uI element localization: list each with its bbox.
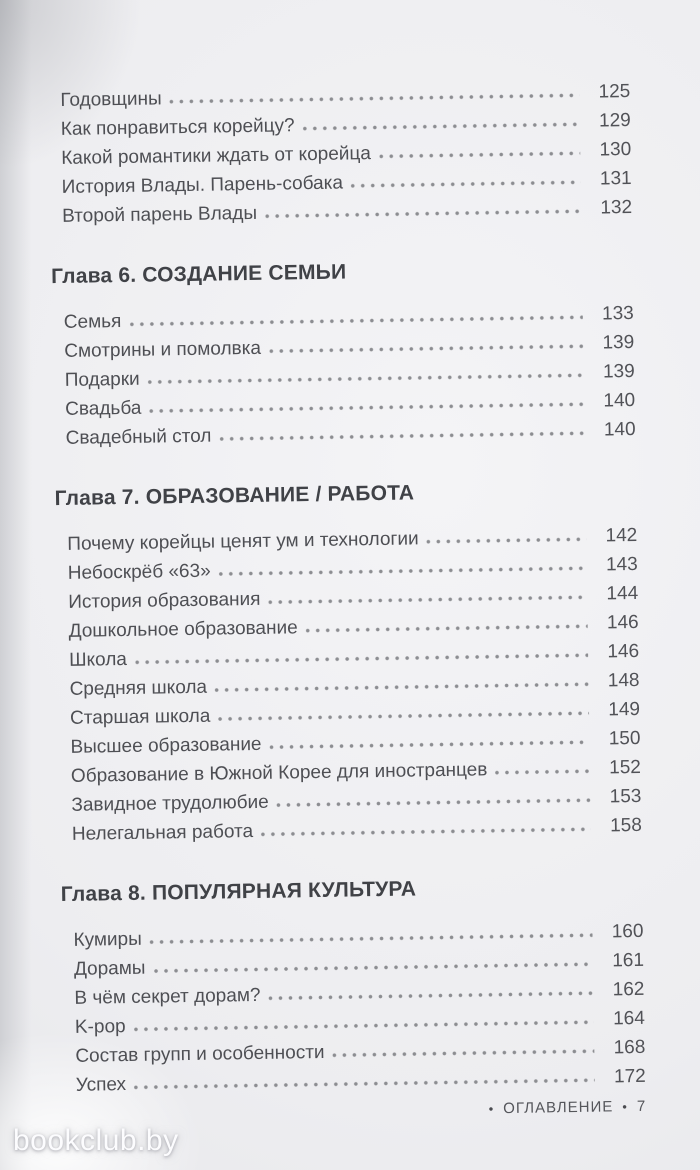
toc-entry-title: Состав групп и особенности xyxy=(75,1041,325,1067)
toc-entry-title: Свадебный стол xyxy=(65,425,212,449)
toc-entry-title: Подарки xyxy=(64,368,140,391)
toc-entry-page: 140 xyxy=(603,389,636,412)
dot-leader xyxy=(149,402,584,414)
dot-leader xyxy=(270,740,590,750)
dot-leader xyxy=(268,595,587,605)
toc-entry-page: 143 xyxy=(605,553,638,576)
dot-leader xyxy=(154,962,594,974)
toc-entry-page: 152 xyxy=(609,756,642,779)
toc-entry-page: 139 xyxy=(602,360,635,383)
toc-entry-title: Небоскрёб «63» xyxy=(67,560,211,584)
dot-leader xyxy=(135,653,588,665)
toc-entry-page: 161 xyxy=(612,949,645,972)
toc-entry-page: 172 xyxy=(613,1065,646,1088)
dot-leader xyxy=(427,537,587,545)
toc-entry-page: 160 xyxy=(611,920,644,943)
toc-entry-page: 133 xyxy=(601,302,634,325)
toc-entry-page: 129 xyxy=(598,109,631,132)
dot-leader xyxy=(303,122,580,131)
dot-leader xyxy=(269,344,583,354)
dot-leader xyxy=(129,315,582,327)
toc-entry-title: Средняя школа xyxy=(69,676,208,700)
page-footer xyxy=(64,1098,646,1124)
toc-entry-page: 148 xyxy=(607,669,640,692)
toc-entry-page: 125 xyxy=(598,80,631,103)
toc-entry-page: 153 xyxy=(609,785,642,808)
toc-entry-title: Как понравиться корейцу? xyxy=(60,115,295,140)
toc-entry-page: 146 xyxy=(606,611,639,634)
dot-leader xyxy=(268,991,593,1001)
dot-leader xyxy=(219,566,587,577)
toc-entry-title: K-pop xyxy=(74,1016,126,1038)
footer-bullet-icon: • xyxy=(488,1101,495,1117)
footer-section-label: ОГЛАВЛЕНИЕ xyxy=(503,1098,614,1118)
chapter-6-entries xyxy=(64,299,636,453)
dot-leader xyxy=(277,798,591,808)
toc-leading-entries xyxy=(60,77,632,231)
dot-leader xyxy=(379,151,580,159)
chapter-8-heading: Глава 8. ПОПУЛЯРНАЯ КУЛЬТУРА xyxy=(60,877,417,907)
footer-page-number: 7 xyxy=(636,1097,647,1116)
toc-entry-title: История образования xyxy=(68,588,261,613)
toc-entry-title: Завидное трудолюбие xyxy=(71,791,269,816)
toc-entry-page: 130 xyxy=(599,138,632,161)
toc-entry-page: 132 xyxy=(600,196,633,219)
toc-entry-title: Старшая школа xyxy=(69,705,211,729)
toc-entry-title: Дошкольное образование xyxy=(68,617,298,642)
chapter-7-heading: Глава 7. ОБРАЗОВАНИЕ / РАБОТА xyxy=(54,481,415,511)
dot-leader xyxy=(219,431,584,442)
dot-leader xyxy=(306,624,588,633)
toc-entry-title: Годовщины xyxy=(60,88,162,111)
toc-entry-title: История Влады. Парень-собака xyxy=(61,172,344,198)
toc-entry-page: 149 xyxy=(608,698,641,721)
toc-entry-title: Образование в Южной Корее для иностранцев xyxy=(70,759,488,787)
toc-entry-title: Почему корейцы ценят ум и технологии xyxy=(67,528,419,555)
dot-leader xyxy=(134,1078,595,1090)
dot-leader xyxy=(170,93,580,104)
toc-entry-title: Второй парень Влады xyxy=(62,202,258,227)
toc-entry-title: Нелегальная работа xyxy=(71,821,254,845)
toc-entry-title: Успех xyxy=(75,1074,127,1096)
toc-entry-title: Семья xyxy=(63,311,122,333)
dot-leader xyxy=(265,209,581,219)
dot-leader xyxy=(261,827,591,837)
dot-leader xyxy=(218,711,589,722)
dot-leader xyxy=(148,373,584,385)
toc-entry-page: 142 xyxy=(605,524,638,547)
toc-entry-page: 168 xyxy=(613,1036,646,1059)
toc-entry-title: Дорамы xyxy=(73,957,146,980)
toc-entry-page: 131 xyxy=(599,167,632,190)
toc-entry-title: Кумиры xyxy=(73,928,142,951)
dot-leader xyxy=(351,180,581,189)
chapter-8-entries xyxy=(73,917,646,1100)
toc-entry-title: Свадьба xyxy=(65,397,142,420)
toc-entry-title: Какой романтики ждать от корейца xyxy=(61,143,372,169)
dot-leader xyxy=(333,1049,595,1058)
dot-leader xyxy=(150,933,593,945)
toc-entry-page: 139 xyxy=(602,331,635,354)
dot-leader xyxy=(215,682,589,693)
toc-entry-page: 144 xyxy=(606,582,639,605)
chapter-7-entries xyxy=(67,521,642,849)
toc-entry-page: 146 xyxy=(607,640,640,663)
toc-entry-page: 162 xyxy=(612,978,645,1001)
toc-entry-title: В чём секрет дорам? xyxy=(74,984,261,1009)
chapter-6-heading: Глава 6. СОЗДАНИЕ СЕМЬИ xyxy=(50,260,347,289)
dot-leader xyxy=(134,1020,594,1032)
dot-leader xyxy=(495,769,590,775)
toc-entry-page: 140 xyxy=(603,418,636,441)
footer-bullet-icon: • xyxy=(622,1099,629,1115)
toc-entry-page: 164 xyxy=(612,1007,646,1030)
toc-entry-title: Высшее образование xyxy=(70,733,262,758)
toc-entry-page: 158 xyxy=(609,814,642,837)
toc-entry-page: 150 xyxy=(608,727,641,750)
toc-entry-title: Смотрины и помолвка xyxy=(64,337,262,362)
toc-entry-title: Школа xyxy=(68,648,128,671)
watermark: bookclub.by xyxy=(13,1124,179,1157)
